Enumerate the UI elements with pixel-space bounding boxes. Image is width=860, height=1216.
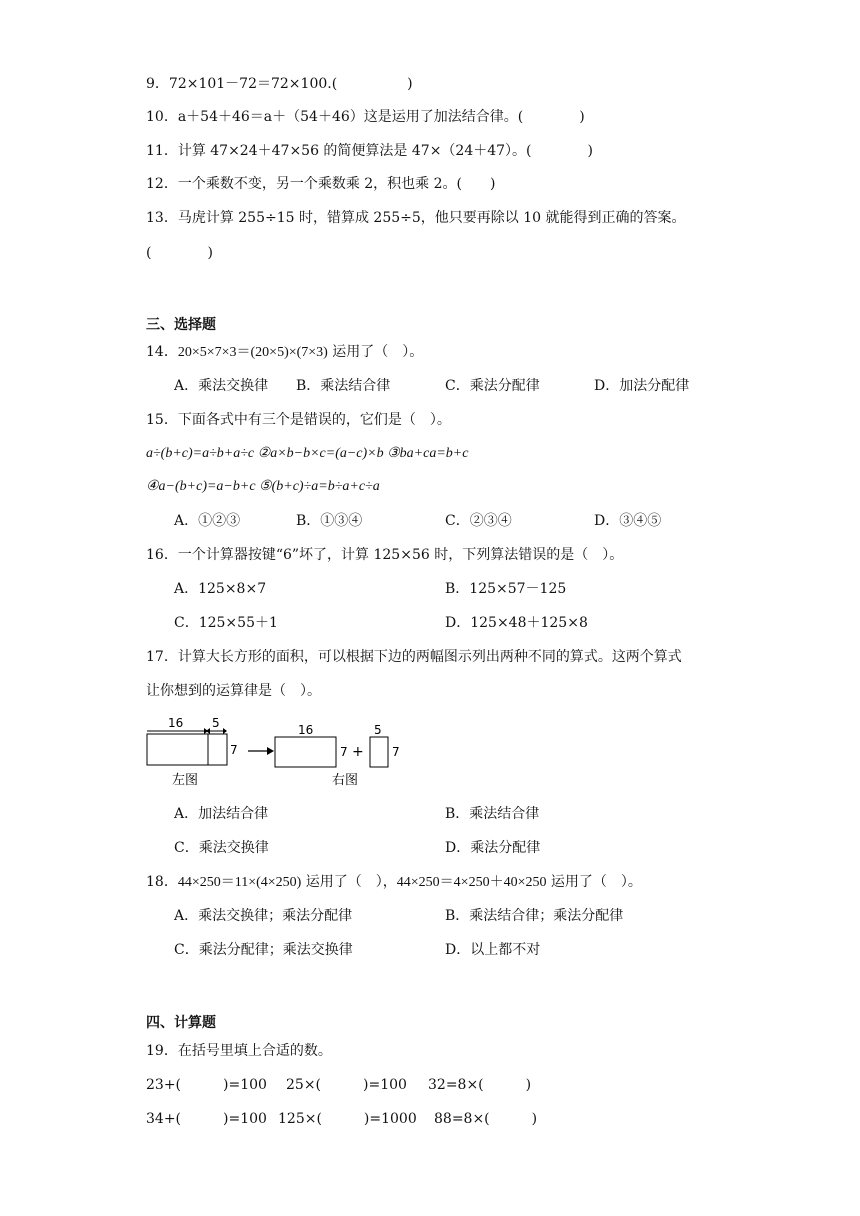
left-rect-large (147, 734, 208, 765)
q19-row1-item2: 25×( )=100 (286, 1077, 407, 1093)
question-18-formula-1: 44×250＝11×(4×250) (177, 875, 302, 890)
question-14 (146, 342, 423, 363)
question-10: 10．a＋54＋46＝a＋（54＋46）这是运用了加法结合律。( ) (146, 109, 585, 125)
question-11: 11．计算 47×24＋47×56 的简便算法是 47×（24＋47）。( ) (146, 143, 593, 159)
question-13: 13．马虎计算 255÷15 时，错算成 255÷5，他只要再除以 10 就能得到正确的答案。 (146, 210, 686, 226)
q19-row1-item3: 32=8×( ) (428, 1077, 532, 1093)
q15-option-d[interactable]: D．③④⑤ (594, 513, 662, 529)
q17-option-d[interactable]: D．乘法分配律 (445, 840, 541, 856)
q18-option-d[interactable]: D．以上都不对 (445, 942, 541, 958)
left-width-16-label: 16 (168, 716, 184, 730)
right-height-label-1: 7 (340, 745, 348, 759)
q14-option-d[interactable]: D．加法分配律 (594, 378, 690, 394)
left-height-label: 7 (230, 743, 238, 757)
q16-option-c[interactable]: C．125×55＋1 (174, 615, 278, 631)
q17-option-a[interactable]: A．加法结合律 (174, 806, 269, 822)
right-rect-large (275, 737, 336, 767)
question-18-formula-2: 44×250＝4×250＋40×250 (396, 875, 547, 890)
question-16: 16．一个计算器按键“6”坏了，计算 125×56 时，下列算法错误的是（ ）。 (146, 547, 624, 563)
left-width-5-label: 5 (212, 716, 220, 730)
right-caption: 右图 (332, 773, 359, 788)
section-title-choice: 三、选择题 (146, 317, 216, 333)
question-18-number: 18． (146, 874, 178, 890)
q18-option-b[interactable]: B．乘法结合律；乘法分配律 (445, 908, 624, 924)
q15-option-b[interactable]: B．①③④ (296, 513, 363, 529)
question-15: 15．下面各式中有三个是错误的，它们是（ ）。 (146, 412, 451, 428)
q16-option-d[interactable]: D．125×48＋125×8 (445, 615, 588, 631)
right-width-5-label: 5 (374, 723, 382, 737)
section-title-calculation: 四、计算题 (146, 1015, 216, 1031)
question-15-formulas-line2: ④a−(b+c)=a−b+c ⑤(b+c)÷a=b÷a+c÷a (146, 479, 380, 494)
question-13-answer-blank: ( ) (146, 245, 213, 261)
q19-row2-item3: 88=8×( ) (434, 1111, 538, 1127)
q14-option-c[interactable]: C．乘法分配律 (445, 378, 540, 394)
q15-option-c[interactable]: C．②③④ (445, 513, 512, 529)
question-9: 9．72×101－72＝72×100.( ) (146, 76, 413, 92)
right-width-16-label: 16 (298, 723, 314, 737)
question-14-formula: 20×5×7×3＝(20×5)×(7×3) (177, 345, 328, 360)
question-17-line2: 让你想到的运算律是（ ）。 (146, 683, 321, 699)
left-rect-small (208, 734, 227, 765)
left-caption: 左图 (172, 773, 199, 788)
question-12: 12．一个乘数不变，另一个乘数乘 2，积也乘 2。( ) (146, 176, 496, 192)
plus-sign: + (352, 744, 364, 760)
q16-option-a[interactable]: A．125×8×7 (174, 581, 267, 597)
right-rect-small (370, 737, 388, 767)
question-14-tail: 运用了（ ）。 (327, 344, 424, 360)
q15-option-a[interactable]: A．①②③ (174, 513, 241, 529)
q17-option-c[interactable]: C．乘法交换律 (174, 840, 269, 856)
question-19: 19．在括号里填上合适的数。 (146, 1043, 332, 1059)
right-height-label-2: 7 (392, 745, 400, 759)
question-14-number: 14． (146, 344, 178, 360)
q18-option-a[interactable]: A．乘法交换律；乘法分配律 (174, 908, 353, 924)
question-17-line1: 17．计算大长方形的面积，可以根据下边的两幅图示列出两种不同的算式。这两个算式 (146, 649, 682, 665)
q17-option-b[interactable]: B．乘法结合律 (445, 806, 540, 822)
question-18 (146, 872, 642, 893)
question-15-formulas-line1: a÷(b+c)=a÷b+a÷c ②a×b−b×c=(a−c)×b ③ba+ca=b+c (146, 446, 469, 461)
rectangle-area-figure (146, 714, 416, 794)
question-18-tail: 运用了（ ）。 (546, 874, 642, 890)
q19-row1-item1: 23+( )=100 (146, 1077, 267, 1093)
q16-option-b[interactable]: B．125×57－125 (445, 581, 567, 597)
question-18-mid: 运用了（ ）， (301, 874, 397, 890)
q14-option-a[interactable]: A．乘法交换律 (174, 378, 269, 394)
q19-row2-item1: 34+( )=100 (146, 1111, 267, 1127)
q18-option-c[interactable]: C．乘法分配律；乘法交换律 (174, 942, 353, 958)
q14-option-b[interactable]: B．乘法结合律 (296, 378, 391, 394)
q19-row2-item2: 125×( )=1000 (278, 1111, 417, 1127)
